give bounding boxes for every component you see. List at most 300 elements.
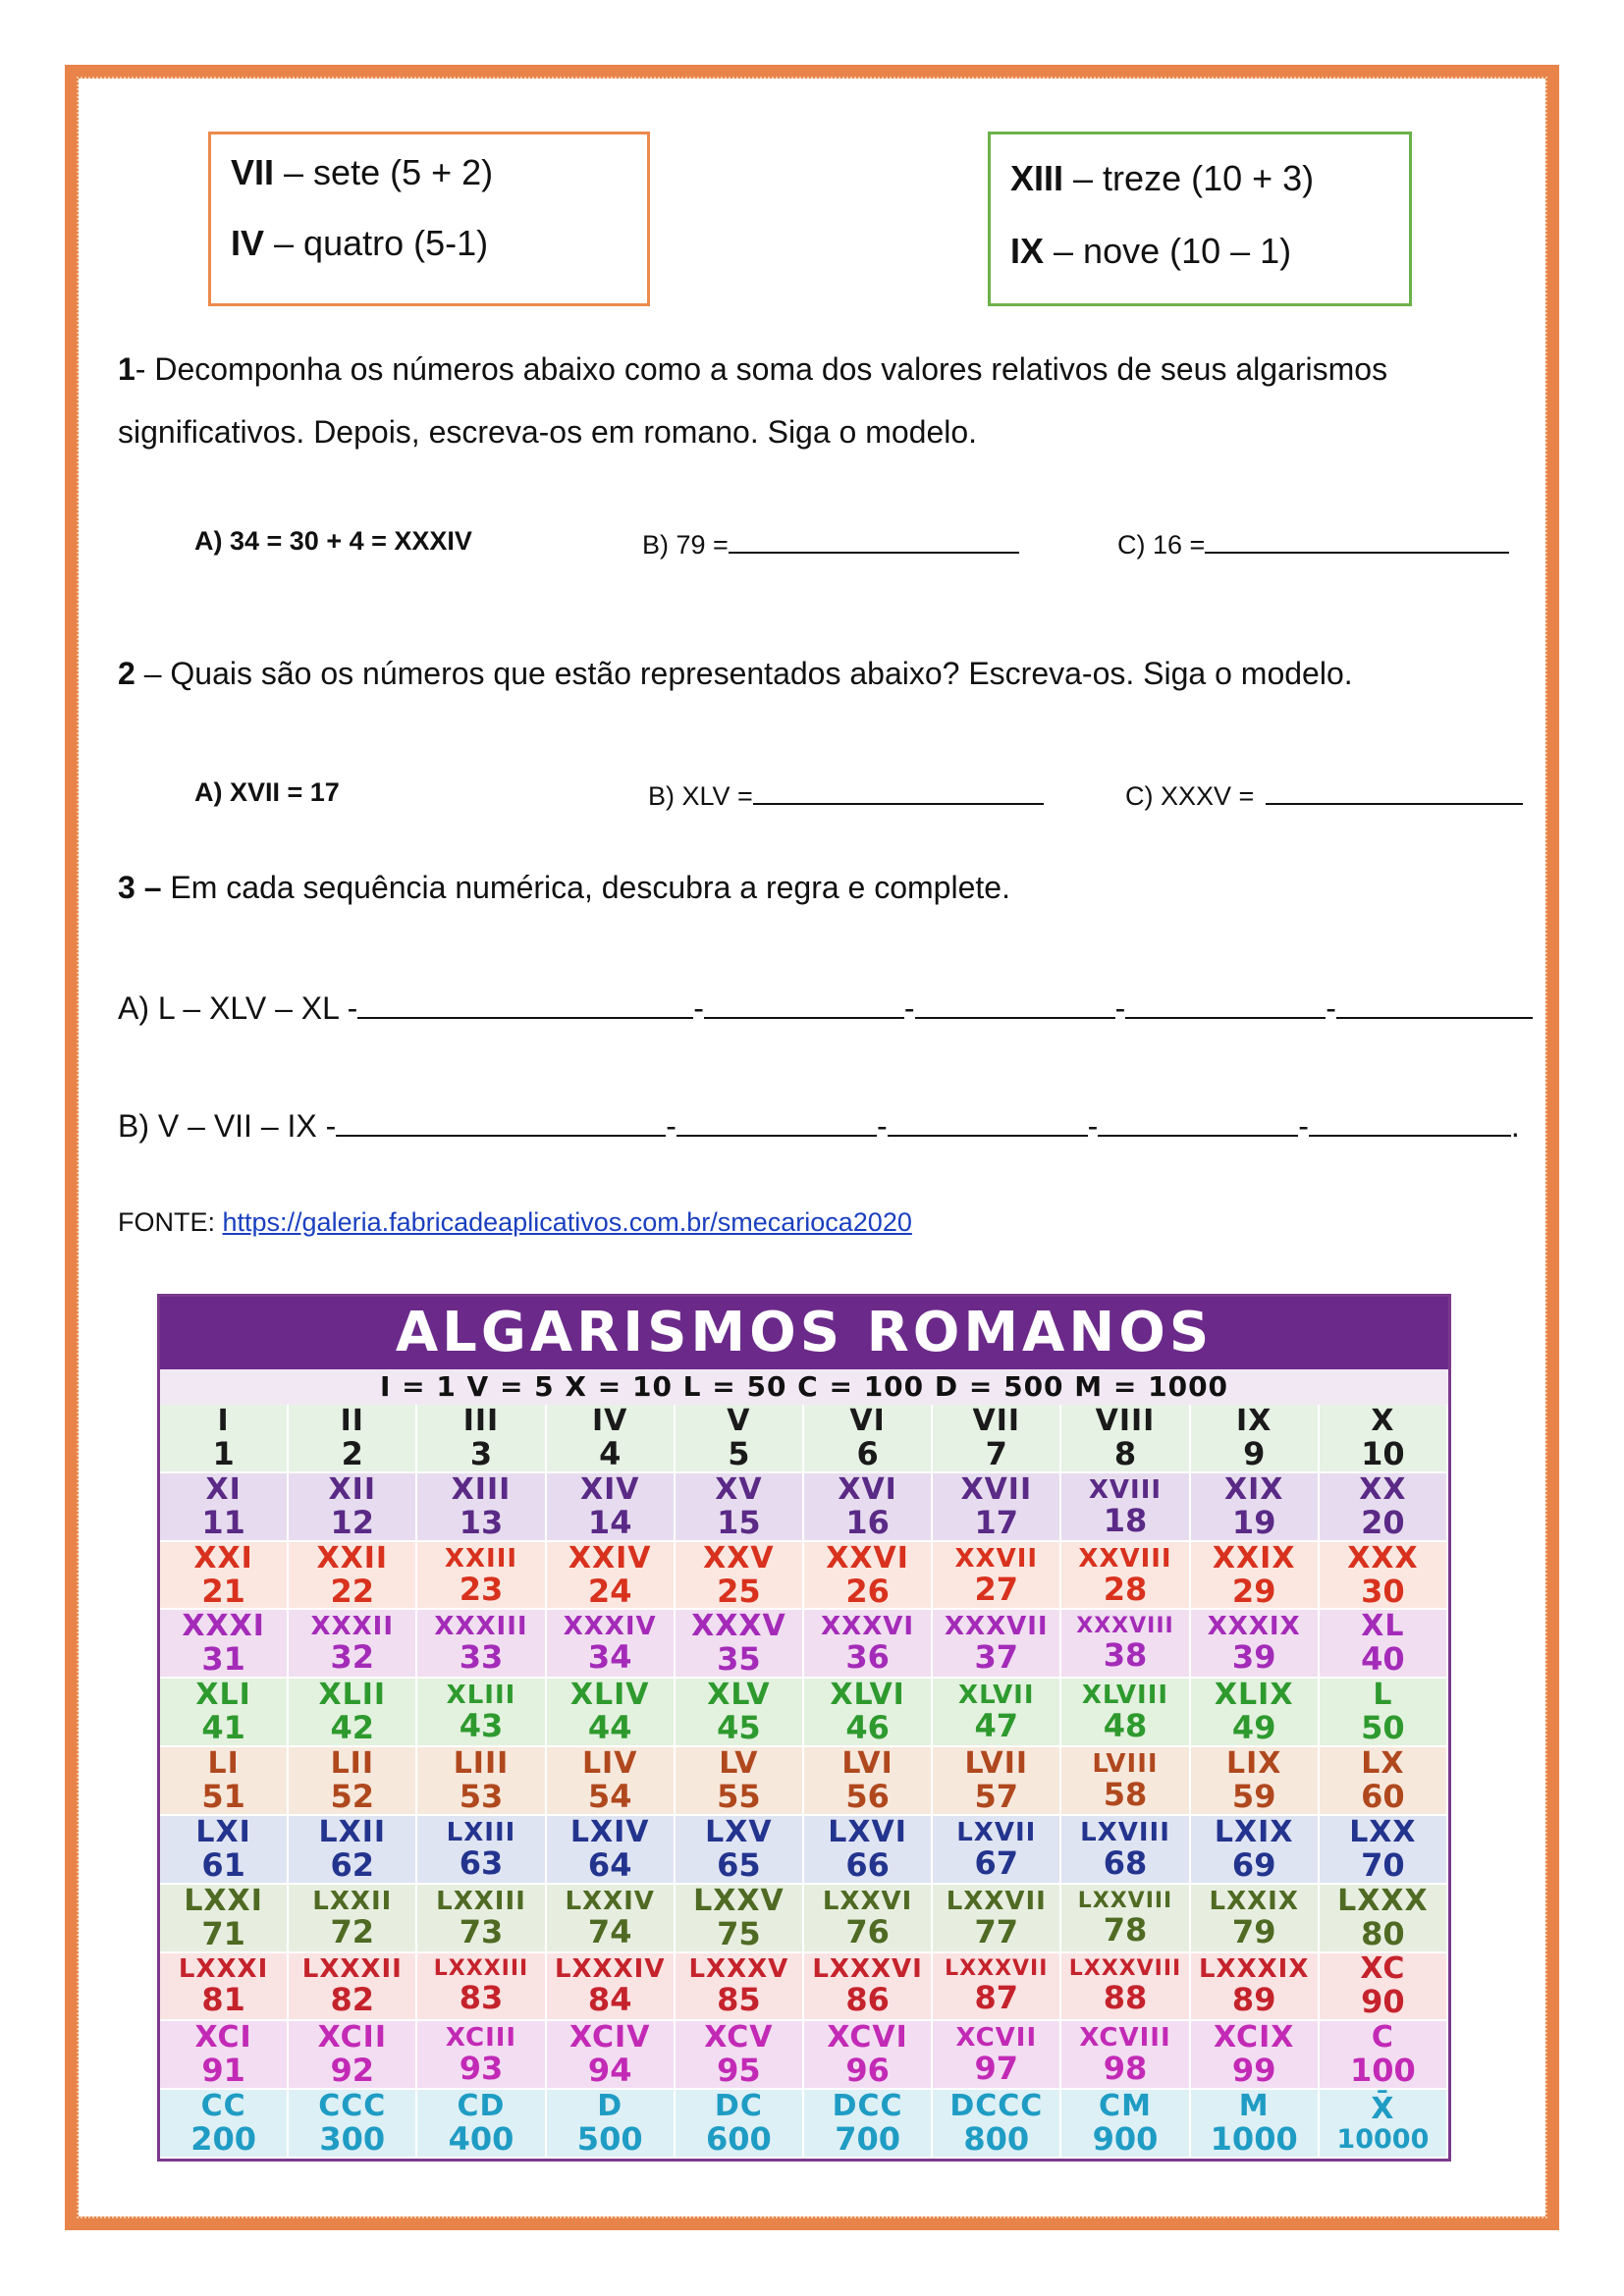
chart-cell xyxy=(1320,1610,1448,1679)
chart-cell xyxy=(289,1885,417,1953)
chart-cell-arabic: 40 xyxy=(1361,1640,1405,1679)
chart-cell xyxy=(289,1542,417,1611)
chart-cell-roman: IV xyxy=(592,1405,628,1438)
chart-cell-arabic: 9 xyxy=(1243,1434,1266,1472)
example-roman: IV xyxy=(231,223,265,263)
chart-cell-roman: XII xyxy=(328,1472,377,1507)
chart-cell-arabic: 35 xyxy=(717,1640,761,1679)
chart-cell xyxy=(804,1816,933,1885)
chart-cell xyxy=(289,1953,417,2022)
chart-cell-roman: LXI xyxy=(195,1815,251,1849)
chart-cell-arabic: 26 xyxy=(845,1572,890,1610)
chart-cell xyxy=(289,1473,417,1542)
chart-cell xyxy=(1061,1747,1190,1816)
sequence-blank[interactable] xyxy=(677,1105,877,1137)
chart-cell-roman: LVI xyxy=(841,1747,893,1781)
chart-cell xyxy=(417,1747,546,1816)
chart-cell-roman: XLV xyxy=(707,1679,771,1713)
chart-cell-roman: XXI xyxy=(193,1541,253,1575)
chart-cell-roman: XXIV xyxy=(568,1541,652,1575)
chart-cell-arabic: 80 xyxy=(1361,1914,1405,1952)
chart-cell-roman: LXXX xyxy=(1337,1884,1429,1918)
chart-cell-arabic: 400 xyxy=(448,2120,514,2159)
chart-cell-arabic: 71 xyxy=(201,1914,245,1952)
chart-cell-arabic: 10000 xyxy=(1336,2123,1430,2155)
chart-cell xyxy=(1320,1816,1448,1885)
example-text: – treze (10 + 3) xyxy=(1063,158,1315,198)
chart-cell-arabic: 98 xyxy=(1103,2050,1148,2088)
chart-grid xyxy=(160,1405,1448,2159)
source-line xyxy=(118,1207,912,1238)
chart-cell xyxy=(1061,1679,1190,1747)
source-link[interactable]: https://galeria.fabricadeaplicativos.com.br/smecarioca2020 xyxy=(222,1207,912,1237)
chart-cell-roman: XC xyxy=(1360,1952,1406,1987)
chart-cell xyxy=(1191,2090,1320,2159)
chart-cell xyxy=(804,1885,933,1953)
q2-answer-c-blank[interactable] xyxy=(1266,777,1523,805)
chart-cell-roman: XXXI xyxy=(182,1610,265,1644)
chart-cell-roman: XCIV xyxy=(568,2021,651,2056)
chart-cell-arabic: 600 xyxy=(705,2120,772,2159)
chart-cell-roman: LXVII xyxy=(956,1817,1037,1847)
example-text: – quatro (5-1) xyxy=(264,223,489,263)
chart-cell xyxy=(676,1679,804,1747)
chart-cell-roman: III xyxy=(462,1405,500,1438)
chart-cell xyxy=(1061,2021,1190,2090)
chart-cell-roman: DCCC xyxy=(949,2090,1044,2124)
chart-cell-arabic: 6 xyxy=(856,1434,879,1472)
chart-cell-roman: VII xyxy=(972,1405,1021,1438)
chart-cell-arabic: 38 xyxy=(1103,1636,1148,1675)
chart-cell-roman: XIV xyxy=(579,1472,640,1507)
chart-cell xyxy=(160,1885,289,1953)
example-roman: VII xyxy=(231,152,275,192)
chart-cell-roman: CC xyxy=(200,2090,246,2124)
q2-item-b-label: B) XLV = xyxy=(648,781,753,811)
chart-cell xyxy=(933,1953,1061,2022)
chart-cell-arabic: 30 xyxy=(1361,1572,1405,1610)
q2-item-b xyxy=(648,777,1044,812)
chart-cell xyxy=(1191,1747,1320,1816)
chart-cell-arabic: 12 xyxy=(330,1503,375,1541)
chart-cell-roman: DC xyxy=(714,2090,763,2124)
source-label: FONTE: xyxy=(118,1207,223,1237)
chart-cell-arabic: 46 xyxy=(845,1709,890,1747)
chart-cell-arabic: 19 xyxy=(1231,1503,1276,1541)
chart-cell-arabic: 53 xyxy=(459,1777,504,1815)
chart-cell-arabic: 21 xyxy=(201,1572,245,1610)
chart-cell-roman: XCI xyxy=(194,2021,252,2056)
chart-cell-arabic: 72 xyxy=(330,1912,375,1950)
q3-sequence-a xyxy=(118,988,1533,1027)
chart-cell xyxy=(1191,1610,1320,1679)
chart-cell xyxy=(1191,2021,1320,2090)
chart-cell xyxy=(933,1885,1061,1953)
chart-cell xyxy=(289,1747,417,1816)
chart-cell-arabic: 54 xyxy=(587,1777,632,1815)
chart-cell xyxy=(804,1747,933,1816)
chart-cell xyxy=(547,1816,676,1885)
chart-cell xyxy=(160,1953,289,2022)
chart-cell-roman: LXXXVIII xyxy=(1068,1956,1182,1982)
chart-cell-roman: LXXXI xyxy=(178,1954,269,1985)
chart-cell-roman: VIII xyxy=(1095,1405,1156,1438)
chart-cell xyxy=(417,2021,546,2090)
chart-cell-roman: LX xyxy=(1361,1747,1405,1781)
chart-cell-roman: LXXI xyxy=(184,1884,263,1918)
chart-cell-roman: XXVI xyxy=(826,1541,909,1575)
chart-cell-arabic: 49 xyxy=(1231,1709,1276,1747)
q3-sequence-b-label: B) V – VII – IX - xyxy=(118,1108,337,1144)
chart-cell xyxy=(417,1542,546,1611)
chart-cell-arabic: 85 xyxy=(717,1981,761,2019)
chart-cell-arabic: 37 xyxy=(974,1638,1019,1677)
chart-cell xyxy=(289,1610,417,1679)
chart-cell-arabic: 1 xyxy=(212,1434,235,1472)
chart-cell xyxy=(1191,1816,1320,1885)
chart-cell-roman: LXX xyxy=(1349,1815,1417,1849)
chart-cell-roman: XX xyxy=(1359,1472,1407,1507)
sequence-blank[interactable] xyxy=(915,988,1115,1019)
chart-cell-arabic: 800 xyxy=(963,2120,1030,2159)
chart-cell xyxy=(804,1405,933,1473)
chart-cell xyxy=(160,2090,289,2159)
chart-cell-roman: XXII xyxy=(316,1541,389,1575)
chart-cell-arabic: 66 xyxy=(845,1845,890,1884)
chart-cell-arabic: 700 xyxy=(835,2120,900,2159)
chart-key: I = 1 V = 5 X = 10 L = 50 C = 100 D = 500 M = 1000 xyxy=(160,1369,1448,1405)
sequence-separator: - xyxy=(693,990,704,1026)
chart-cell xyxy=(1320,1953,1448,2022)
chart-cell xyxy=(547,1953,676,2022)
chart-cell-roman: LV xyxy=(719,1747,759,1781)
chart-cell-roman: LXXXIX xyxy=(1198,1954,1310,1985)
chart-cell xyxy=(1320,1473,1448,1542)
chart-cell-arabic: 94 xyxy=(587,2052,632,2090)
chart-cell xyxy=(933,1473,1061,1542)
chart-cell-roman: LXXII xyxy=(312,1886,393,1916)
chart-cell-arabic: 61 xyxy=(201,1845,245,1884)
chart-cell-arabic: 29 xyxy=(1231,1572,1276,1610)
chart-cell-arabic: 33 xyxy=(459,1638,504,1677)
chart-cell xyxy=(547,2090,676,2159)
chart-cell xyxy=(676,1405,804,1473)
chart-cell-arabic: 51 xyxy=(201,1777,245,1815)
chart-cell-arabic: 300 xyxy=(319,2120,386,2159)
chart-cell-roman: XL xyxy=(1361,1610,1405,1644)
chart-cell-arabic: 78 xyxy=(1103,1910,1148,1949)
chart-cell-arabic: 60 xyxy=(1361,1777,1405,1815)
chart-cell xyxy=(160,1610,289,1679)
chart-cell-roman: XXVIII xyxy=(1078,1543,1172,1574)
chart-cell-arabic: 59 xyxy=(1231,1777,1276,1815)
q1-answer-c-blank[interactable] xyxy=(1205,526,1509,554)
chart-cell-arabic: 500 xyxy=(576,2120,643,2159)
chart-cell xyxy=(289,2090,417,2159)
chart-cell xyxy=(804,1473,933,1542)
chart-cell-arabic: 93 xyxy=(459,2050,504,2088)
chart-cell-roman: XVII xyxy=(960,1472,1033,1507)
chart-cell-arabic: 90 xyxy=(1361,1983,1405,2021)
q1-line2: significativos. Depois, escreva-os em romano. Siga o modelo. xyxy=(118,414,978,450)
chart-cell xyxy=(804,2021,933,2090)
chart-cell-roman: XLIV xyxy=(569,1679,650,1713)
chart-cell-roman: LXIII xyxy=(446,1817,516,1847)
chart-cell xyxy=(417,1405,546,1473)
chart-cell xyxy=(1061,1885,1190,1953)
chart-cell-arabic: 74 xyxy=(587,1912,632,1950)
q1-item-b xyxy=(642,526,1019,561)
chart-cell-roman: XV xyxy=(715,1472,763,1507)
q3-sequence-a-label: A) L – XLV – XL - xyxy=(118,990,358,1026)
sequence-blank[interactable] xyxy=(1336,988,1533,1019)
chart-cell-arabic: 17 xyxy=(974,1503,1019,1541)
sequence-separator: - xyxy=(1087,1108,1099,1144)
chart-cell-roman: CM xyxy=(1099,2090,1152,2124)
chart-cell xyxy=(676,1816,804,1885)
chart-cell-roman: XXXVI xyxy=(821,1612,915,1642)
chart-cell-roman: LXXV xyxy=(693,1884,785,1918)
sequence-separator: - xyxy=(1298,1108,1309,1144)
sequence-blank[interactable] xyxy=(1098,1105,1298,1137)
q2-number: 2 xyxy=(118,656,135,691)
chart-cell xyxy=(1191,1953,1320,2022)
chart-cell xyxy=(676,1747,804,1816)
chart-cell-arabic: 86 xyxy=(845,1981,890,2019)
q1-answer-b-blank[interactable] xyxy=(729,526,1019,554)
chart-cell-arabic: 13 xyxy=(459,1503,504,1541)
chart-cell-arabic: 68 xyxy=(1103,1843,1148,1882)
chart-cell-roman: XCIII xyxy=(445,2023,517,2054)
chart-cell-arabic: 25 xyxy=(717,1572,761,1610)
sequence-blank[interactable] xyxy=(1309,1105,1511,1137)
chart-cell-arabic: 22 xyxy=(330,1572,375,1610)
sequence-blank[interactable] xyxy=(704,988,904,1019)
chart-cell-roman: LXIV xyxy=(569,1815,650,1849)
chart-cell-roman: XLVI xyxy=(830,1679,905,1713)
chart-cell-roman: XXVII xyxy=(954,1543,1039,1574)
chart-cell xyxy=(1320,1405,1448,1473)
chart-cell xyxy=(1191,1542,1320,1611)
q1-text: - Decomponha os números abaixo como a soma dos valores relativos de seus algarismos xyxy=(135,351,1388,387)
chart-cell-arabic: 67 xyxy=(974,1843,1019,1882)
chart-cell-arabic: 48 xyxy=(1103,1707,1148,1745)
q1-item-c-label: C) 16 = xyxy=(1117,530,1206,560)
chart-cell xyxy=(933,2090,1061,2159)
chart-cell xyxy=(1061,1405,1190,1473)
sequence-separator: - xyxy=(1114,990,1126,1026)
chart-cell-arabic: 16 xyxy=(845,1503,890,1541)
chart-cell xyxy=(417,1473,546,1542)
sequence-separator: - xyxy=(1326,990,1336,1026)
q2-answer-b-blank[interactable] xyxy=(753,777,1044,805)
chart-cell-arabic: 79 xyxy=(1231,1912,1276,1950)
example-line xyxy=(1010,231,1291,272)
chart-cell-roman: XI xyxy=(205,1472,242,1507)
q2-item-c-label: C) XXXV = xyxy=(1125,781,1255,811)
chart-cell-roman: XCVI xyxy=(827,2021,908,2056)
chart-cell-arabic: 96 xyxy=(845,2052,890,2090)
sequence-blank[interactable] xyxy=(336,1105,666,1137)
chart-cell xyxy=(1320,1885,1448,1953)
chart-cell xyxy=(1061,1953,1190,2022)
chart-cell-arabic: 15 xyxy=(717,1503,761,1541)
chart-cell-arabic: 32 xyxy=(330,1638,375,1677)
chart-cell xyxy=(1061,1610,1190,1679)
chart-cell-arabic: 11 xyxy=(201,1503,245,1541)
chart-cell xyxy=(289,1816,417,1885)
chart-cell-roman: LXXIV xyxy=(565,1886,655,1916)
chart-cell xyxy=(676,2021,804,2090)
chart-cell-arabic: 64 xyxy=(587,1845,632,1884)
chart-cell-roman: XXV xyxy=(703,1541,775,1575)
chart-cell xyxy=(417,1610,546,1679)
chart-cell-roman: XXIII xyxy=(444,1543,518,1574)
chart-cell xyxy=(1320,2021,1448,2090)
chart-cell-roman: XXXIII xyxy=(434,1612,528,1642)
chart-cell-roman: X̄ xyxy=(1371,2091,1395,2126)
chart-cell-roman: LIV xyxy=(581,1747,638,1781)
chart-cell xyxy=(933,1542,1061,1611)
chart-cell xyxy=(160,1473,289,1542)
chart-cell-roman: XIX xyxy=(1223,1472,1284,1507)
chart-cell xyxy=(547,1542,676,1611)
chart-cell-arabic: 92 xyxy=(330,2052,375,2090)
chart-cell-arabic: 8 xyxy=(1113,1434,1137,1472)
q2-line xyxy=(118,656,1353,692)
chart-cell xyxy=(676,1542,804,1611)
chart-cell xyxy=(933,1405,1061,1473)
chart-cell xyxy=(933,1679,1061,1747)
chart-cell xyxy=(289,1405,417,1473)
sequence-end: . xyxy=(1510,1108,1520,1144)
sequence-blank[interactable] xyxy=(1125,988,1326,1019)
chart-cell xyxy=(1191,1473,1320,1542)
chart-cell-arabic: 87 xyxy=(974,1979,1019,2017)
chart-cell-arabic: 58 xyxy=(1103,1775,1148,1813)
q1-line1 xyxy=(118,351,1387,388)
q3-text: Em cada sequência numérica, descubra a regra e complete. xyxy=(161,870,1010,905)
chart-cell-arabic: 52 xyxy=(330,1777,375,1815)
chart-cell-roman: D xyxy=(597,2090,623,2124)
q1-item-b-label: B) 79 = xyxy=(642,530,729,560)
chart-cell xyxy=(417,1885,546,1953)
chart-cell xyxy=(289,2021,417,2090)
chart-cell-roman: LXVI xyxy=(828,1815,907,1849)
chart-cell-roman: X xyxy=(1371,1405,1395,1438)
example-line xyxy=(1010,158,1314,199)
chart-cell-roman: LXXVIII xyxy=(1077,1888,1173,1913)
example-roman: XIII xyxy=(1010,158,1064,198)
chart-cell-roman: LXXIII xyxy=(436,1886,526,1916)
chart-cell xyxy=(160,1405,289,1473)
chart-cell-roman: LXXVI xyxy=(822,1886,913,1916)
chart-cell-arabic: 24 xyxy=(587,1572,632,1610)
sequence-separator: - xyxy=(666,1108,677,1144)
chart-cell-roman: M xyxy=(1238,2090,1270,2124)
chart-cell-roman: LVII xyxy=(964,1747,1029,1781)
chart-cell-roman: II xyxy=(340,1405,364,1438)
chart-cell xyxy=(804,1610,933,1679)
chart-cell-arabic: 99 xyxy=(1231,2052,1276,2090)
chart-cell-roman: LXXXV xyxy=(688,1954,789,1985)
chart-cell-arabic: 50 xyxy=(1361,1709,1405,1747)
sequence-blank[interactable] xyxy=(888,1105,1088,1137)
q3-line xyxy=(118,870,1010,906)
chart-cell xyxy=(933,1747,1061,1816)
chart-cell-roman: LII xyxy=(330,1747,375,1781)
chart-cell-arabic: 88 xyxy=(1103,1979,1148,2017)
chart-cell-roman: CD xyxy=(457,2090,506,2124)
example-text: – sete (5 + 2) xyxy=(274,152,494,192)
chart-cell xyxy=(160,1816,289,1885)
chart-cell-arabic: 28 xyxy=(1103,1570,1148,1608)
chart-cell xyxy=(933,1610,1061,1679)
chart-cell-roman: LXXIX xyxy=(1209,1886,1299,1916)
chart-cell xyxy=(804,1542,933,1611)
chart-cell-roman: XCVII xyxy=(955,2023,1038,2054)
chart-cell xyxy=(160,1747,289,1816)
chart-cell-arabic: 44 xyxy=(587,1709,632,1747)
chart-cell-roman: XLII xyxy=(318,1679,387,1713)
q1-item-c xyxy=(1117,526,1509,561)
chart-cell-arabic: 36 xyxy=(845,1638,890,1677)
example-text: – nove (10 – 1) xyxy=(1044,231,1292,271)
chart-cell-roman: XXXII xyxy=(310,1612,395,1642)
q3-sequence-b xyxy=(118,1105,1520,1145)
chart-cell-roman: XXXVII xyxy=(944,1612,1049,1642)
chart-cell-roman: I xyxy=(217,1405,230,1438)
chart-cell xyxy=(676,1885,804,1953)
chart-cell-roman: XXXVIII xyxy=(1076,1614,1174,1639)
chart-cell-arabic: 62 xyxy=(330,1845,375,1884)
chart-cell xyxy=(547,1405,676,1473)
chart-cell-arabic: 43 xyxy=(459,1707,504,1745)
chart-cell-roman: LXXXIV xyxy=(554,1954,666,1985)
chart-cell xyxy=(417,1679,546,1747)
chart-cell-arabic: 20 xyxy=(1361,1503,1405,1541)
chart-cell-roman: LXXXVI xyxy=(812,1954,923,1985)
chart-cell-roman: LI xyxy=(207,1747,240,1781)
chart-cell xyxy=(160,2021,289,2090)
chart-cell xyxy=(1191,1679,1320,1747)
example-box-right xyxy=(988,132,1412,306)
chart-cell-arabic: 89 xyxy=(1231,1981,1276,2019)
chart-cell-arabic: 34 xyxy=(587,1638,632,1677)
chart-cell xyxy=(804,1953,933,2022)
chart-cell xyxy=(1061,2090,1190,2159)
sequence-blank[interactable] xyxy=(357,988,693,1019)
chart-cell-arabic: 42 xyxy=(330,1709,375,1747)
chart-cell xyxy=(547,1610,676,1679)
chart-cell-roman: XXXV xyxy=(691,1610,786,1644)
chart-cell xyxy=(547,1885,676,1953)
chart-cell-roman: XCVIII xyxy=(1079,2023,1171,2054)
chart-cell-arabic: 7 xyxy=(985,1434,1007,1472)
chart-cell-arabic: 91 xyxy=(201,2052,245,2090)
chart-cell xyxy=(1191,1405,1320,1473)
q1-example-a: A) 34 = 30 + 4 = XXXIV xyxy=(194,526,472,556)
chart-cell-arabic: 97 xyxy=(974,2050,1019,2088)
chart-cell-arabic: 100 xyxy=(1349,2052,1416,2090)
chart-cell-arabic: 41 xyxy=(201,1709,245,1747)
chart-cell-roman: XLI xyxy=(195,1679,251,1713)
example-line xyxy=(231,152,493,193)
chart-cell-arabic: 45 xyxy=(717,1709,761,1747)
chart-cell xyxy=(676,1610,804,1679)
chart-cell-arabic: 75 xyxy=(717,1914,761,1952)
chart-cell-arabic: 31 xyxy=(201,1640,245,1679)
